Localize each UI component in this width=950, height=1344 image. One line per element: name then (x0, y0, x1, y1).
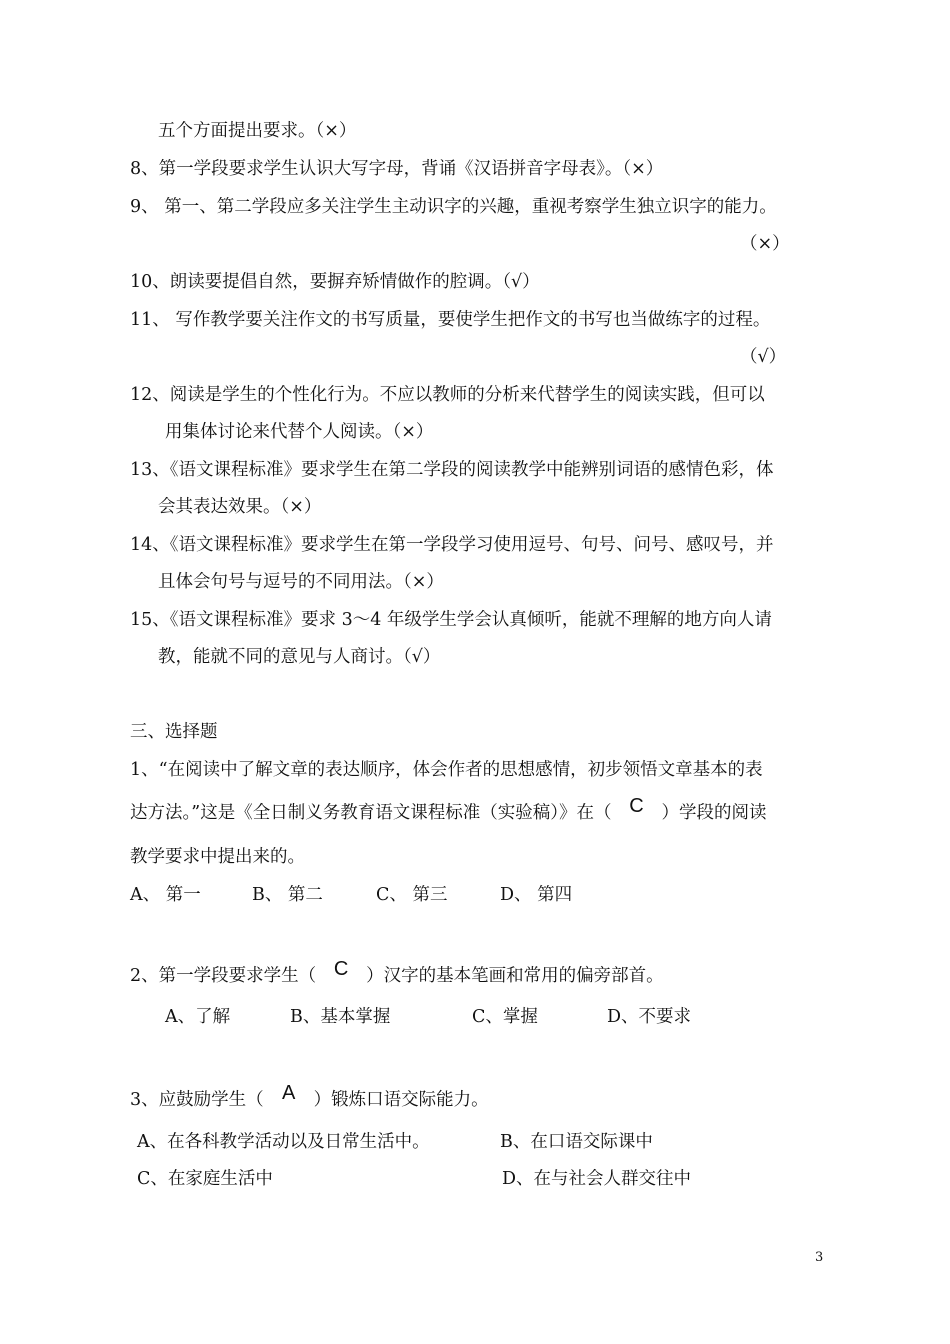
q2-prefix: 2、第一学段要求学生（ (130, 966, 317, 986)
q1-answer: C (629, 795, 644, 817)
q2-answer: C (333, 958, 349, 980)
q2-suffix: ）汉字的基本笔画和常用的偏旁部首。 (366, 966, 664, 986)
q2-option-c: C、掌握 (472, 1007, 538, 1027)
q2-question (130, 958, 664, 988)
judge-item-14-line1: 14、《语文课程标准》要求学生在第一学段学习使用逗号、句号、问号、感叹号，并 (130, 535, 774, 555)
q3-answer-blank (264, 1082, 314, 1112)
q1-option-a: A、 第一 (130, 885, 201, 905)
q2-answer-blank (316, 958, 366, 988)
q1-option-d: D、 第四 (500, 885, 573, 905)
q2-option-b: B、基本掌握 (290, 1007, 391, 1027)
q3-option-c: C、在家庭生活中 (137, 1169, 273, 1189)
judge-item-10: 10、朗读要提倡自然，要摒弃矫情做作的腔调。（√） (130, 272, 540, 292)
q3-prefix: 3、应鼓励学生（ (130, 1090, 264, 1110)
q3-suffix: ）锻炼口语交际能力。 (313, 1090, 489, 1110)
judge-item-8: 8、第一学段要求学生认识大写字母，背诵《汉语拼音字母表》。（×） (130, 159, 664, 179)
judge-item-9: 9、 第一、第二学段应多关注学生主动识字的兴趣，重视考察学生独立识字的能力。 (130, 197, 777, 217)
q1-line2-suffix: ）学段的阅读 (661, 803, 767, 823)
judge-item-7-cont: 五个方面提出要求。（×） (158, 121, 357, 141)
q3-question (130, 1082, 489, 1112)
q1-option-b: B、 第二 (252, 885, 323, 905)
q3-answer: A (281, 1082, 296, 1104)
q3-option-a: A、在各科教学活动以及日常生活中。 (137, 1132, 430, 1152)
judge-item-15-line2: 教，能就不同的意见与人商讨。（√） (158, 647, 441, 667)
judge-item-12-line2: 用集体讨论来代替个人阅读。（×） (165, 422, 434, 442)
judge-item-11: 11、 写作教学要关注作文的书写质量，要使学生把作文的书写也当做练字的过程。 (130, 310, 771, 330)
section-title: 三、选择题 (130, 722, 218, 742)
q1-line2 (130, 795, 767, 825)
q1-line3: 教学要求中提出来的。 (130, 847, 305, 867)
q1-answer-blank (611, 795, 661, 825)
judge-item-9-mark: （×） (740, 234, 790, 254)
q3-option-b: B、在口语交际课中 (500, 1132, 653, 1152)
page-number: 3 (815, 1250, 824, 1265)
judge-item-11-mark: （√） (740, 347, 787, 367)
judge-item-15-line1: 15、《语文课程标准》要求 3～4 年级学生学会认真倾听，能就不理解的地方向人请 (130, 610, 772, 630)
q1-line2-prefix: 达方法。”这是《全日制义务教育语文课程标准（实验稿）》在（ (130, 803, 612, 823)
judge-item-13-line2: 会其表达效果。（×） (158, 497, 322, 517)
judge-item-12-line1: 12、阅读是学生的个性化行为。不应以教师的分析来代替学生的阅读实践，但可以 (130, 385, 765, 405)
judge-item-13-line1: 13、《语文课程标准》要求学生在第二学段的阅读教学中能辨别词语的感情色彩，体 (130, 460, 774, 480)
q1-option-c: C、 第三 (376, 885, 448, 905)
q2-option-d: D、不要求 (607, 1007, 692, 1027)
q3-option-d: D、在与社会人群交往中 (502, 1169, 692, 1189)
q2-option-a: A、了解 (165, 1007, 231, 1027)
judge-item-14-line2: 且体会句号与逗号的不同用法。（×） (158, 572, 444, 592)
q1-line1: 1、“在阅读中了解文章的表达顺序，体会作者的思想感情，初步领悟文章基本的表 (130, 760, 763, 780)
